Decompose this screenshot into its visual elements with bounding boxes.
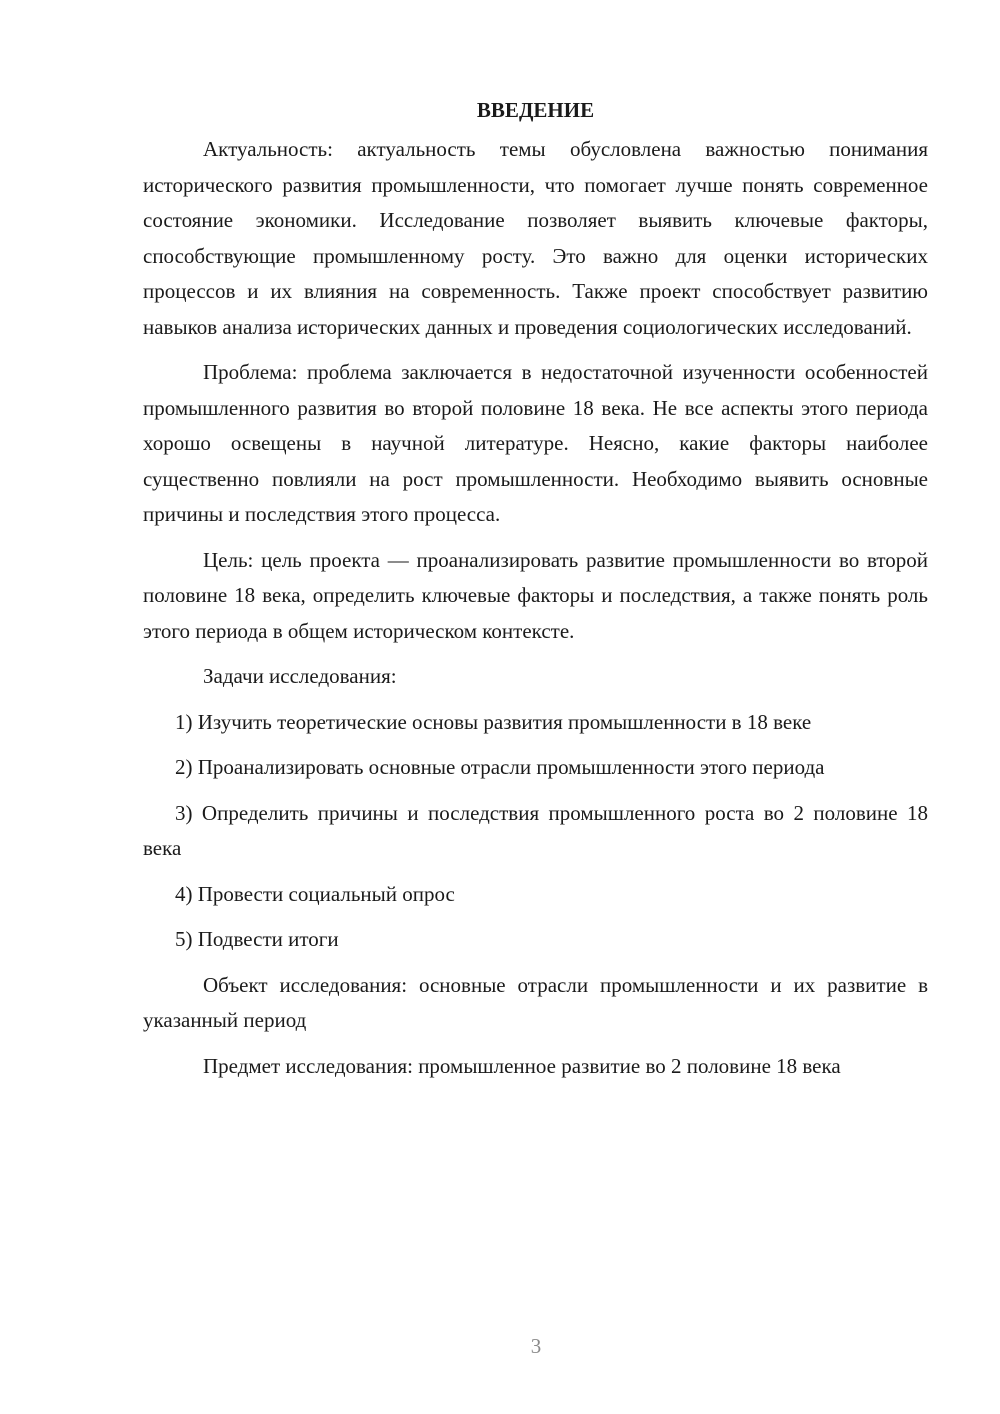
page-content: [143, 92, 928, 1094]
paragraph-goal: Цель: цель проекта — проанализировать развитие промышленности во второй половине 18 века, определить ключевые факторы и последствия, а также понять роль этого периода в общем историческом контексте.: [143, 547, 928, 643]
paragraph-problem: Проблема: проблема заключается в недостаточной изученности особенностей промышленного развития во второй половине 18 века. Не все аспекты этого периода хорошо освещены в научной литературе. Неясно, какие факторы наиболее существенно повлияли на рост промышленности. Необходимо выявить основные причины и последствия этого процесса.: [143, 360, 928, 526]
page-number: 3: [530, 1334, 542, 1358]
task-item: 3) Определить причины и последствия промышленного роста во 2 половине 18 века: [143, 800, 928, 860]
task-item: 1) Изучить теоретические основы развития промышленности в 18 веке: [175, 709, 812, 734]
page-title: ВВЕДЕНИЕ: [476, 98, 595, 122]
task-item: 5) Подвести итоги: [175, 927, 339, 951]
paragraph-relevance: Актуальность: актуальность темы обусловлена важностью понимания исторического развития промышленности, что помогает лучше понять современное состояние экономики. Исследование позволяет выявить ключевые факторы, способствующие промышленному росту. Это важно для оценки исторических процессов и их влияния на современность. Также проект способствует развитию навыков анализа исторических данных и проведения социологических исследований.: [143, 137, 928, 339]
paragraph-subject: Предмет исследования: промышленное развитие во 2 половине 18 века: [203, 1053, 841, 1078]
task-item: 2) Проанализировать основные отрасли промышленности этого периода: [175, 755, 825, 779]
tasks-heading: Задачи исследования:: [203, 664, 397, 688]
task-item: 4) Провести социальный опрос: [175, 881, 455, 906]
paragraph-object: Объект исследования: основные отрасли промышленности и их развитие в указанный период: [143, 972, 928, 1032]
